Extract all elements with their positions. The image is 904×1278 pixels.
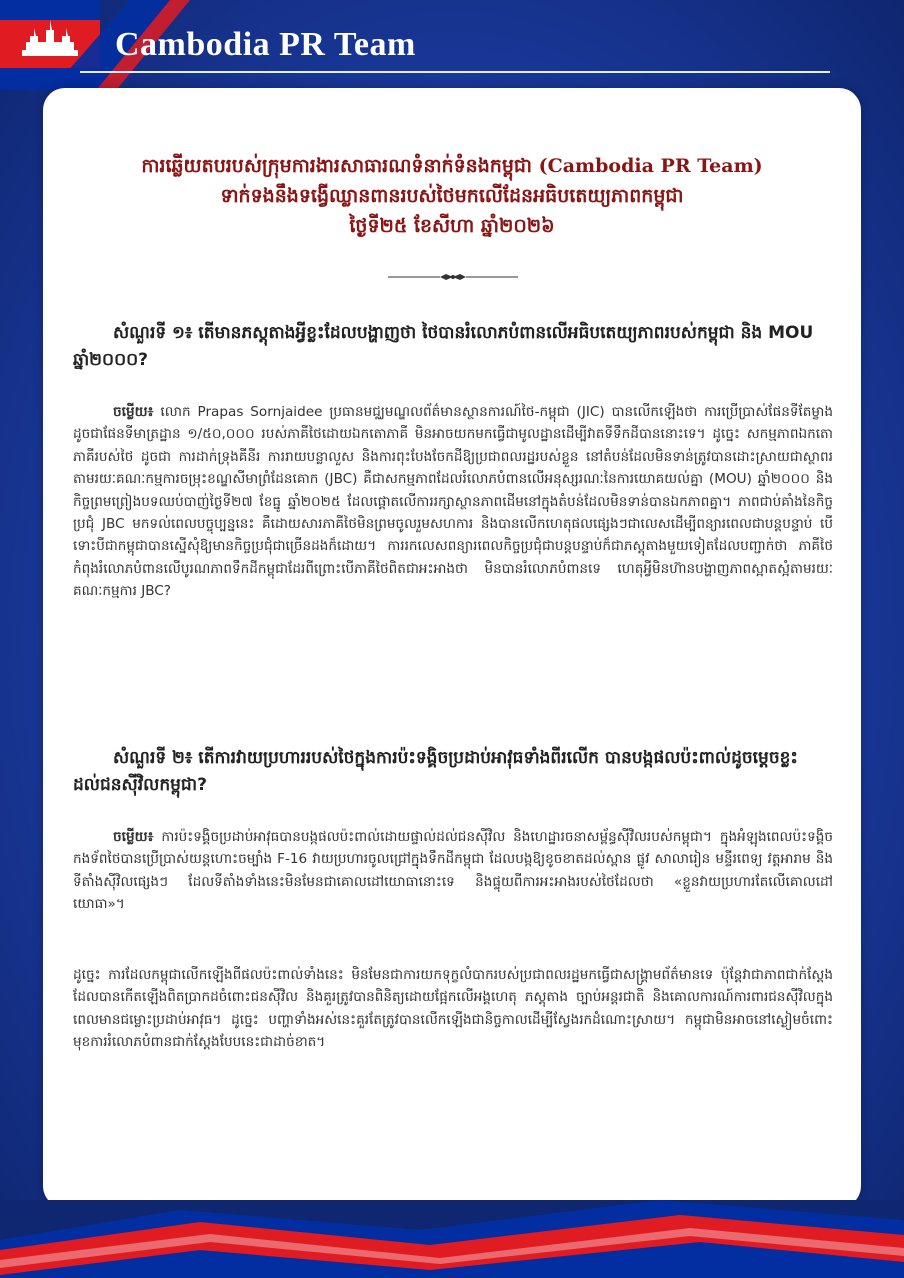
statement-title-line-1: ការឆ្លើយតបរបស់ក្រុមការងារសាធារណទំនាក់ទំនងកម្ពុជា (Cambodia PR Team)	[141, 155, 763, 177]
question-1: សំណួរទី ១៖ តើមានភស្តុតាងអ្វីខ្លះដែលបង្ហាញថា ថៃបានរំលោភបំពានលើអធិបតេយ្យភាពរបស់កម្ពុជា និង MOU ឆ្នាំ២០០០?	[73, 323, 814, 370]
header-title: Cambodia PR Team	[115, 26, 416, 63]
answer-2-text: ការប៉ះទង្គិចប្រដាប់អាវុធបានបង្កផលប៉ះពាល់ដោយផ្ទាល់ដល់ជនស៊ីវិល និងហេដ្ឋារចនាសម្ព័ន្ធស៊ីវិលរបស់កម្ពុជា។ ក្នុងអំឡុងពេលប៉ះទង្គិច កងទ័ពថៃបានប្រើប្រាស់យន្តហោះចម្បាំង F-16 វាយប្រហារចូលជ្រៅក្នុងទឹកដីកម្ពុជា ដែលបង្កឱ្យខូចខាតដល់ស្ពាន ផ្លូវ សាលារៀន មន្ទីរពេទ្យ វត្តអារាម និងទីតាំងស៊ីវិលផ្សេងៗ ដែលទីតាំងទាំងនេះមិនមែនជាគោលដៅយោធានោះទេ និងផ្ទុយពីការអះអាងរបស់ថៃដែលថា «ខ្លួនវាយប្រហារតែលើគោលដៅយោធា»។	[73, 829, 833, 913]
answer-2-label: ចម្លើយ៖	[113, 829, 154, 845]
statement-title-line-3: ថ្ងៃទី២៥ ខែសីហា ឆ្នាំ២០២៦	[349, 215, 555, 237]
answer-1	[73, 401, 833, 603]
answer-1-text: លោក Prapas Sornjaidee ប្រធានមជ្ឈមណ្ឌលព័ត៌មានស្ថានការណ៍ថៃ-កម្ពុជា (JIC) បានលើកឡើងថា ការប្រើប្រាស់ផែនទីតែម្ខាង ដូចជាផែនទីមាត្រដ្ឋាន ១/៥០,០០០ របស់ភាគីថៃដោយឯកតោភាគី មិនអាចយកមកធ្វើជាមូលដ្ឋានដើម្បីវាតទីទឹកដីបាននោះទេ។ ដូច្នេះ សកម្មភាពឯកតោភាគីរបស់ថៃ ដូចជា ការដាក់ទ្រុងគីនីរ ការរាយបន្លាលួស និងការពុះបែងចែកដីឱ្យប្រជាពលរដ្ឋរបស់ខ្លួន នៅតំបន់ដែលមិនទាន់ត្រូវបានដោះស្រាយជាស្ថាពរ តាមរយៈគណៈកម្មការចម្រុះខណ្ឌសីមាព្រំដែនគោក (JBC) គឺជាសកម្មភាពដែលរំលោភបំពានលើអនុស្សរណៈនៃការយោគយល់គ្នា (MOU) ឆ្នាំ២០០០ និងកិច្ចព្រមព្រៀងបទឈប់បាញ់ថ្ងៃទី២៧ ខែធ្នូ ឆ្នាំ២០២៥ ដែលផ្តោតលើការរក្សាស្ថានភាពដើមនៅក្នុងតំបន់ដែលមិនទាន់បានឯកភាពគ្នា។ ភាពជាប់គាំងនៃកិច្ចប្រជុំ JBC មកទល់ពេលបច្ចុប្បន្ននេះ គឺដោយសារភាគីថៃមិនព្រមចូលរួមសហការ និងបានលើកហេតុផលផ្សេងៗជាលេសដើម្បីពន្យារពេលជាបន្តបន្ទាប់ បើទោះបីជាកម្ពុជាបានស្នើសុំឱ្យមានកិច្ចប្រជុំជាច្រើនដងក៏ដោយ។ ការរកលេសពន្យារពេលកិច្ចប្រជុំជាបន្តបន្ទាប់ក៏ជាភស្តុតាងមួយទៀតដែលបញ្ជាក់ថា ភាគីថៃកំពុងរំលោភបំពានលើបូរណភាពទឹកដីកម្ពុជាដែរពីព្រោះបើភាគីថៃពិតជាអះអាងថា មិនបានរំលោភបំពានទេ ហេតុអ្វីមិនហ៊ានបង្ហាញភាពស្អាតស្អំតាមរយៈគណៈកម្មការ JBC?	[73, 404, 833, 600]
question-2: សំណួរទី ២៖ តើការវាយប្រហាររបស់ថៃក្នុងការប៉ះទង្គិចប្រដាប់អាវុធទាំងពីរលើក បានបង្កផលប៉ះពាល់ដូចម្តេចខ្លះដល់ជនស៊ីវិលកម្ពុជា?	[73, 748, 798, 795]
conclusion-paragraph: ដូច្នេះ ការដែលកម្ពុជាលើកឡើងពីផលប៉ះពាល់ទាំងនេះ មិនមែនជាការយកទុក្ខលំបាករបស់ប្រជាពលរដ្ឋមកធ្វើជាសង្គ្រាមព័ត៌មានទេ ប៉ុន្តែវាជាភាពជាក់ស្តែងដែលបានកើតឡើងពិតប្រាកដចំពោះជនស៊ីវិល និងគួរត្រូវបានពិនិត្យដោយផ្អែកលើអង្គហេតុ ភស្តុតាង ច្បាប់អន្តរជាតិ និងគោលការណ៍ការពារជនស៊ីវិលក្នុងពេលមានជម្លោះប្រដាប់អាវុធ។ ដូច្នេះ បញ្ហាទាំងអស់នេះគួរតែត្រូវបានលើកឡើងជានិច្ចកាលដើម្បីស្វែងរកដំណោះស្រាយ។ កម្ពុជាមិនអាចនៅស្ងៀមចំពោះមុខការរំលោភបំពានជាក់ស្តែងបែបនេះជាដាច់ខាត។	[73, 967, 833, 1051]
ornamental-divider-icon	[388, 272, 518, 282]
answer-2	[73, 826, 833, 916]
statement-card	[43, 88, 861, 1208]
statement-title-line-2: ទាក់ទងនឹងទង្វើឈ្លានពានរបស់ថៃមកលើដែនអធិបតេយ្យភាពកម្ពុជា	[220, 185, 684, 207]
answer-1-label: ចម្លើយ៖	[113, 404, 154, 420]
flag-band-bottom	[0, 1200, 904, 1278]
header-rule	[80, 71, 830, 73]
